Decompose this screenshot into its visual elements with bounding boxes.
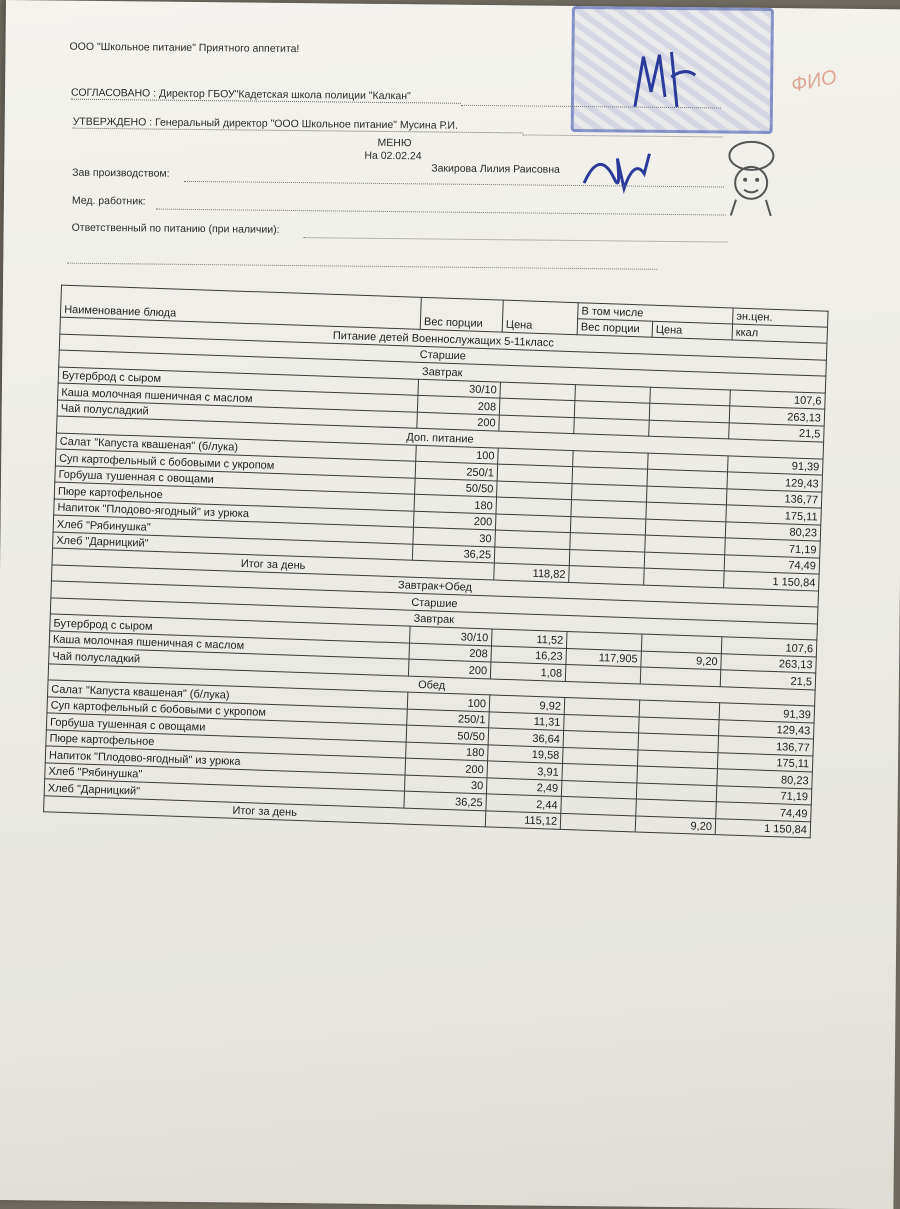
cell-kcal: 175,11 [726, 505, 822, 525]
production-signature [579, 138, 670, 209]
total-label: Итог за день [52, 548, 494, 580]
extra-section-row-label: Доп. питание [56, 416, 823, 459]
cell-kcal: 71,19 [716, 785, 812, 805]
cell-name: Пюре картофельное [46, 729, 406, 758]
cell-kcal: 74,49 [716, 802, 812, 822]
responsible-dotline [304, 237, 728, 242]
menu-table [43, 285, 829, 839]
cell-name: Горбуша тушенная с овощами [46, 713, 406, 742]
total-price: 118,82 [494, 563, 570, 582]
cell-name: Каша молочная пшеничная с маслом [58, 383, 418, 412]
total-sub-price: 9,20 [635, 815, 716, 834]
cell-portion: 180 [414, 494, 497, 513]
agreed-line: СОГЛАСОВАНО : Директор ГБОУ"Кадетская школа полиции "Калкан" [71, 87, 461, 104]
cell-kcal: 263,13 [729, 406, 825, 426]
menu-title: МЕНЮ [377, 136, 412, 150]
cell-portion: 208 [417, 395, 500, 414]
cell-name: Напиток "Плодово-ягодный" из урюка [54, 498, 414, 527]
cell-kcal: 175,11 [717, 752, 813, 772]
cell-price: 11,52 [491, 629, 567, 648]
chef-logo-icon [716, 137, 787, 218]
header-dish: Наименование блюда [60, 285, 421, 329]
cell-portion: 200 [417, 412, 500, 431]
responsible-label: Ответственный по питанию (при наличии): [71, 221, 280, 236]
cell-kcal: 21,5 [729, 422, 825, 442]
cell-name: Чай полусладкий [49, 647, 409, 676]
cell-price: 1,08 [490, 662, 566, 681]
cell-kcal: 136,77 [718, 736, 814, 756]
cell-kcal: 91,39 [719, 703, 815, 723]
cell-portion: 50/50 [415, 478, 498, 497]
approved-line: УТВЕРЖДЕНО : Генеральный директор "ООО Школьное питание" Мусина Р.И. [73, 116, 523, 134]
cell-kcal: 21,5 [720, 670, 816, 690]
cell-portion: 180 [406, 742, 489, 761]
cell-portion: 100 [407, 692, 490, 711]
cell-kcal: 107,6 [730, 389, 826, 409]
cell-kcal: 136,77 [726, 488, 822, 508]
director-signature [625, 36, 706, 117]
header-energy-1: эн.цен. [733, 308, 828, 327]
cell-name: Бутерброд с сыром [50, 614, 410, 643]
cell-name: Хлеб "Дарницкий" [53, 531, 413, 560]
medic-label: Мед. работник: [71, 194, 146, 208]
cell-portion: 36,25 [412, 544, 495, 563]
cell-kcal: 129,43 [719, 719, 815, 739]
cell-name: Бутерброд с сыром [58, 367, 418, 396]
cell-kcal: 71,19 [725, 538, 821, 558]
header-including: В том числе [578, 303, 733, 324]
cell-kcal: 263,13 [721, 653, 817, 673]
cell-price: 9,92 [489, 695, 565, 714]
total-kcal: 1 150,84 [724, 571, 820, 591]
menu-date: На 02.02.24 [364, 149, 422, 163]
cell-portion: 30/10 [418, 379, 501, 398]
cell-name: Салат "Капуста квашеная" (б/лука) [56, 433, 416, 462]
part1-body [52, 334, 826, 591]
total-price: 115,12 [485, 810, 561, 829]
cell-kcal: 80,23 [717, 769, 813, 789]
cell-kcal: 91,39 [728, 455, 824, 475]
cell-price: 36,64 [488, 728, 564, 747]
header-energy-2: ккал [732, 324, 827, 343]
age-group-row-label: Старшие [59, 334, 826, 377]
cell-portion: 200 [405, 758, 488, 777]
lunch-section-row-label: Обед [48, 663, 815, 706]
cell-portion: 250/1 [407, 709, 490, 728]
cell-kcal: 107,6 [721, 637, 817, 657]
handwritten-note: ФИО [789, 66, 839, 97]
total-label: Итог за день [44, 795, 486, 827]
cell-portion: 30/10 [410, 626, 493, 645]
group-title: Питание детей Военнослужащих 5-11класс [60, 317, 827, 360]
cell-name: Хлеб "Дарницкий" [44, 779, 404, 808]
cell-price: 2,49 [486, 777, 562, 796]
cell-name: Хлеб "Рябинушка" [53, 515, 413, 544]
combo-section-row-label: Завтрак+Обед [51, 564, 818, 607]
org-line: ООО "Школьное питание" Приятного аппетита! [69, 40, 300, 56]
approved-dotline [523, 134, 723, 137]
age-group-row-2-label: Старшие [51, 581, 818, 624]
total-kcal: 1 150,84 [715, 818, 811, 838]
cell-kcal: 80,23 [725, 521, 821, 541]
cell-kcal: 129,43 [727, 472, 823, 492]
cell-portion: 250/1 [415, 461, 498, 480]
cell-sub-price: 9,20 [641, 651, 722, 670]
total-sub-portion [560, 813, 636, 832]
cell-portion: 50/50 [406, 725, 489, 744]
header-sub-price: Цена [652, 321, 732, 340]
header-price: Цена [502, 300, 578, 335]
cell-price: 3,91 [487, 761, 563, 780]
cell-portion: 30 [404, 775, 487, 794]
cell-name: Суп картофельный с бобовыми с укропом [55, 449, 415, 478]
cell-kcal: 74,49 [724, 554, 820, 574]
cell-name: Каша молочная пшеничная с маслом [49, 630, 409, 659]
header-portion: Вес порции [420, 297, 503, 332]
cell-name: Напиток "Плодово-ягодный" из урюка [45, 746, 405, 775]
cell-price: 11,31 [489, 711, 565, 730]
part2-body [44, 564, 819, 837]
cell-portion: 30 [413, 527, 496, 546]
cell-name: Салат "Капуста квашеная" (б/лука) [48, 680, 408, 709]
header-sub-portion: Вес порции [577, 319, 653, 338]
cell-name: Хлеб "Рябинушка" [45, 762, 405, 791]
cell-price: 19,58 [488, 744, 564, 763]
production-name: Закирова Лилия Раисовна [431, 162, 560, 176]
cell-portion: 36,25 [404, 791, 487, 810]
cell-name: Суп картофельный с бобовыми с укропом [47, 696, 407, 725]
breakfast-section-row-2-label: Завтрак [50, 597, 817, 640]
medic-dotline [156, 209, 726, 216]
blank-dotline [67, 263, 657, 270]
cell-name: Чай полусладкий [57, 400, 417, 429]
cell-sub-portion: 117,905 [566, 648, 642, 667]
cell-portion: 100 [416, 445, 499, 464]
breakfast-section-row-label: Завтрак [59, 350, 826, 393]
cell-portion: 200 [413, 511, 496, 530]
cell-price: 16,23 [491, 645, 567, 664]
cell-portion: 208 [409, 643, 492, 662]
cell-portion: 200 [408, 659, 491, 678]
cell-price: 2,44 [486, 794, 562, 813]
cell-name: Пюре картофельное [54, 482, 414, 511]
cell-name: Горбуша тушенная с овощами [55, 466, 415, 495]
production-label: Зав производством: [72, 166, 170, 180]
